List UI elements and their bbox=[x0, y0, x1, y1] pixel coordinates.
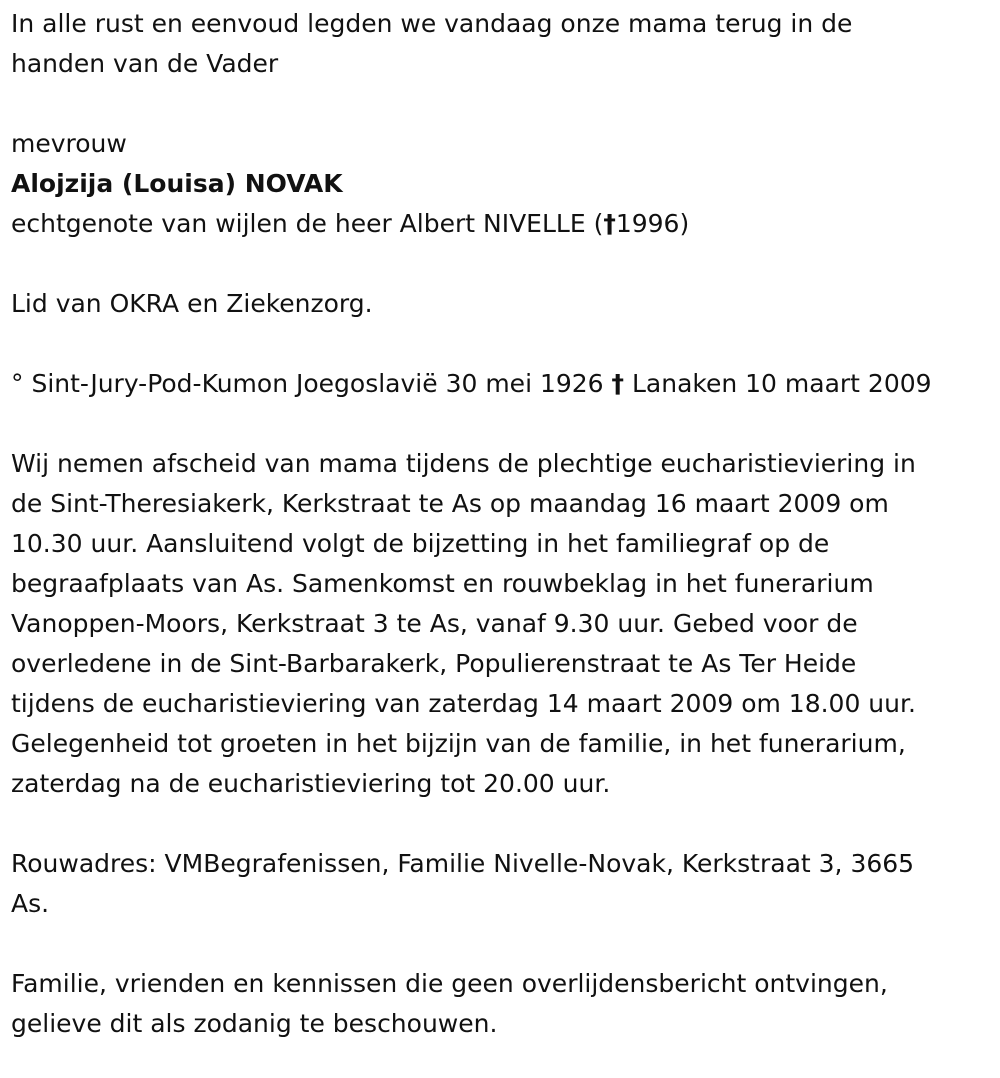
mourning-address: Rouwadres: VMBegrafenissen, Familie Nivelle-Novak, Kerkstraat 3, 3665 As. bbox=[11, 849, 915, 918]
spacer bbox=[11, 924, 1000, 964]
spouse-death-year: 1996 bbox=[615, 209, 680, 238]
cross-icon: † bbox=[611, 369, 625, 398]
title-prefix: mevrouw bbox=[11, 129, 127, 158]
spacer bbox=[11, 84, 1000, 124]
spacer bbox=[11, 404, 1000, 444]
spacer bbox=[11, 244, 1000, 284]
dates-line bbox=[11, 364, 1000, 404]
death-details: Lanaken 10 maart 2009 bbox=[624, 369, 932, 398]
birth-mark-icon: ° bbox=[11, 369, 24, 398]
spouse-line bbox=[11, 204, 1000, 244]
spouse-close-paren: ) bbox=[679, 209, 690, 238]
spouse-text: echtgenote van wijlen de heer Albert NIVELLE ( bbox=[11, 209, 604, 238]
closing-text: Familie, vrienden en kennissen die geen overlijdensbericht ontvingen, gelieve dit als zodanig te beschouwen. bbox=[11, 969, 888, 1038]
spacer bbox=[11, 324, 1000, 364]
spacer bbox=[11, 804, 1000, 844]
ceremony-text: Wij nemen afscheid van mama tijdens de plechtige eucharistieviering in de Sint-Theresiakerk, Kerkstraat te As op maandag 16 maart 2009 om 10.30 uur. Aansluitend volgt de bijzetting in het familiegraf op de begraafplaats van As. Samenkomst en rouwbeklag in het funerarium Vanoppen-Moors, Kerkstraat 3 te As, vanaf 9.30 uur. Gebed voor de overledene in de Sint-Barbarakerk, Populierenstraat te As Ter Heide tijdens de eucharistieviering van zaterdag 14 maart 2009 om 18.00 uur. Gelegenheid tot groeten in het bijzijn van de familie, in het funerarium, zaterdag na de eucharistieviering tot 20.00 uur. bbox=[11, 449, 916, 798]
intro-text: In alle rust en eenvoud legden we vandaag onze mama terug in de handen van de Vader bbox=[11, 9, 853, 78]
membership-text: Lid van OKRA en Ziekenzorg. bbox=[11, 289, 373, 318]
deceased-name: Alojzija (Louisa) NOVAK bbox=[11, 169, 343, 198]
birth-details: Sint-Jury-Pod-Kumon Joegoslavië 30 mei 1926 bbox=[23, 369, 612, 398]
cross-icon: † bbox=[603, 209, 616, 238]
